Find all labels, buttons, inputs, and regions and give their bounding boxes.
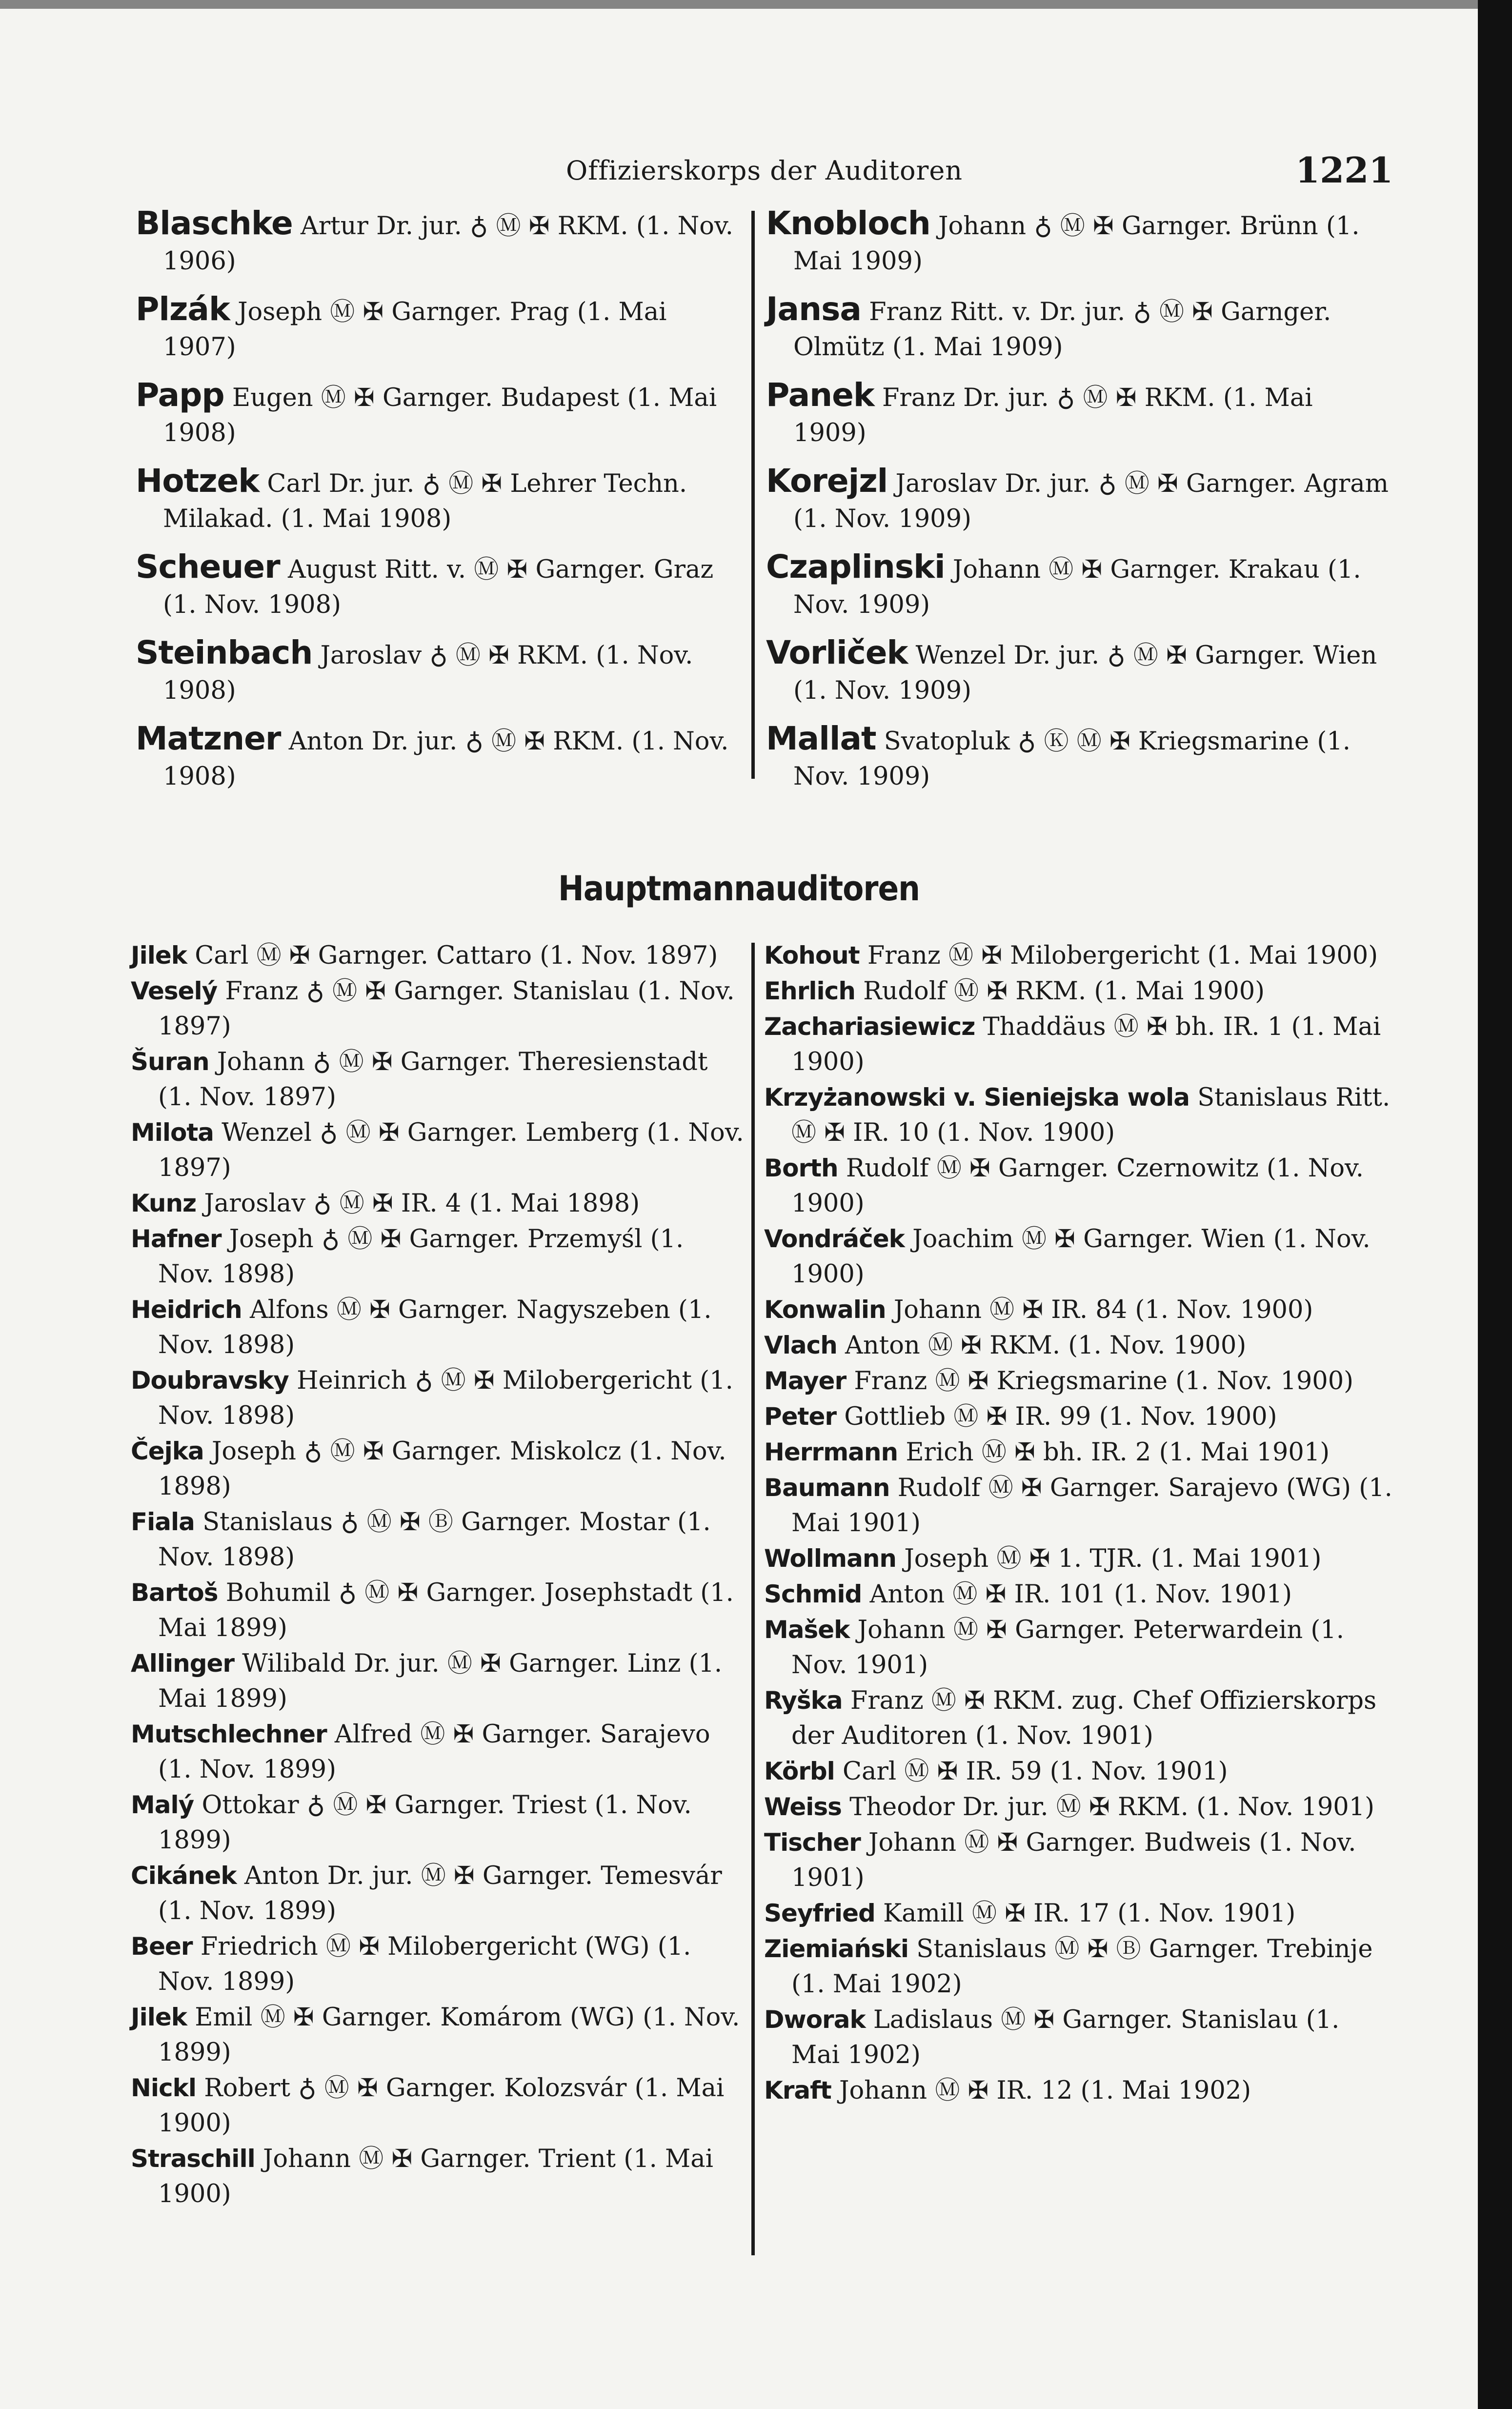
roster-entry [764,1009,1393,1080]
officer-surname: Czaplinski [766,548,945,586]
roster-entry [131,1646,746,1717]
scan-right-edge [1478,0,1512,2409]
roster-entry [766,206,1390,279]
officer-surname: Allinger [131,1649,235,1678]
officer-surname: Konwalin [764,1296,886,1324]
roster-entry [764,1577,1393,1612]
officer-details: Stanislaus ♁ Ⓜ ✠ Ⓑ Garnger. Mostar (1. Nov. 1898) [158,1508,711,1572]
officer-details: Johann Ⓜ ✠ IR. 84 (1. Nov. 1900) [893,1296,1313,1324]
officer-details: Rudolf Ⓜ ✠ RKM. (1. Mai 1900) [863,977,1265,1006]
officer-details: Franz Ⓜ ✠ RKM. zug. Chef Offizierskorps der Auditoren (1. Nov. 1901) [791,1686,1377,1750]
officer-details: Theodor Dr. jur. Ⓜ ✠ RKM. (1. Nov. 1901) [849,1793,1375,1822]
roster-entry [764,1683,1393,1754]
officer-surname: Vorliček [766,634,908,671]
officer-details: Johann Ⓜ ✠ Garnger. Peterwardein (1. Nov. 1901) [791,1616,1344,1680]
officer-surname: Beer [131,1932,193,1961]
officer-surname: Seyfried [764,1899,875,1927]
officer-surname: Mallat [766,720,876,757]
roster-entry [764,938,1393,973]
officer-details: Ladislaus Ⓜ ✠ Garnger. Stanislau (1. Mai 1902) [791,2005,1340,2069]
roster-entry [764,1754,1393,1789]
officer-details: Thaddäus Ⓜ ✠ bh. IR. 1 (1. Mai 1900) [791,1012,1381,1076]
officer-details: Artur Dr. jur. ♁ Ⓜ ✠ RKM. (1. Nov. 1906) [163,212,733,276]
officer-details: Ottokar ♁ Ⓜ ✠ Garnger. Triest (1. Nov. 1899) [158,1791,692,1855]
officer-surname: Korejzl [766,462,888,500]
officer-surname: Kohout [764,941,860,970]
roster-entry [131,1575,746,1646]
roster-entry [764,1292,1393,1328]
roster-entry [131,1434,746,1504]
roster-entry [131,1186,746,1221]
roster-entry [764,1151,1393,1221]
officer-surname: Scheuer [136,548,280,586]
officer-surname: Tischer [764,1828,861,1857]
roster-entry [764,1896,1393,1931]
officer-details: Carl Ⓜ ✠ Garnger. Cattaro (1. Nov. 1897) [195,941,718,970]
officer-surname: Malý [131,1791,194,1819]
officer-surname: Panek [766,376,874,414]
officer-details: Johann Ⓜ ✠ Garnger. Trient (1. Mai 1900) [158,2145,713,2208]
officer-surname: Heidrich [131,1296,242,1324]
roster-entry [131,2000,746,2070]
officer-details: Johann ♁ Ⓜ ✠ Garnger. Brünn (1. Mai 1909) [793,212,1360,276]
officer-surname: Ziemiański [764,1935,909,1963]
roster-entry [766,721,1390,794]
officer-surname: Schmid [764,1580,862,1608]
roster-entry [131,1221,746,1292]
roster-entry [764,1541,1393,1577]
officer-surname: Körbl [764,1757,835,1785]
officer-surname: Čejka [131,1437,204,1465]
roster-entry [131,1717,746,1787]
officer-details: Joachim Ⓜ ✠ Garnger. Wien (1. Nov. 1900) [791,1225,1371,1289]
officer-details: Carl Dr. jur. ♁ Ⓜ ✠ Lehrer Techn. Milakad. (1. Mai 1908) [163,469,687,533]
officer-details: Alfons Ⓜ ✠ Garnger. Nagyszeben (1. Nov. 1898) [158,1296,712,1359]
roster-entry [764,1612,1393,1683]
officer-details: Anton Dr. jur. ♁ Ⓜ ✠ RKM. (1. Nov. 1908) [163,727,729,791]
officer-surname: Vlach [764,1331,837,1359]
officer-surname: Mašek [764,1616,850,1644]
officer-surname: Kraft [764,2076,831,2105]
officer-surname: Hotzek [136,462,260,500]
officer-surname: Cikánek [131,1862,237,1890]
officer-details: Wilibald Dr. jur. Ⓜ ✠ Garnger. Linz (1. Mai 1899) [158,1649,723,1713]
roster-entry [131,1115,746,1186]
roster-entry [766,292,1390,365]
roster-entry [131,973,746,1044]
officer-surname: Weiss [764,1793,842,1821]
officer-details: Franz Ⓜ ✠ Milobergericht (1. Mai 1900) [867,941,1378,970]
officer-surname: Jilek [131,941,187,970]
roster-entry [766,635,1390,709]
officer-details: Gottlieb Ⓜ ✠ IR. 99 (1. Nov. 1900) [844,1402,1277,1431]
officer-surname: Doubravsky [131,1366,289,1395]
officer-details: Rudolf Ⓜ ✠ Garnger. Sarajevo (WG) (1. Mai 1901) [791,1474,1392,1538]
roster-entry [131,1504,746,1575]
roster-entry [136,378,739,451]
roster-entry [136,721,739,794]
roster-entry [764,1789,1393,1825]
officer-details: Jaroslav ♁ Ⓜ ✠ RKM. (1. Nov. 1908) [163,641,693,705]
officer-surname: Hafner [131,1225,222,1253]
roster-entry [766,464,1390,537]
roster-entry [131,1292,746,1363]
officer-details: Jaroslav ♁ Ⓜ ✠ IR. 4 (1. Mai 1898) [204,1189,640,1218]
officer-surname: Baumann [764,1474,890,1502]
officer-surname: Kunz [131,1189,197,1217]
officer-details: Franz Ⓜ ✠ Kriegsmarine (1. Nov. 1900) [854,1367,1354,1396]
column-divider-bottom [751,943,755,2255]
officer-surname: Matzner [136,720,281,757]
officer-details: Franz Ritt. v. Dr. jur. ♁ Ⓜ ✠ Garnger. Olmütz (1. Mai 1909) [793,298,1331,362]
roster-entry [764,1931,1393,2002]
officer-surname: Bartoš [131,1579,218,1607]
officer-details: Johann ♁ Ⓜ ✠ Garnger. Theresienstadt (1. Nov. 1897) [158,1048,708,1112]
roster-entry [764,1435,1393,1470]
roster-entry [131,1787,746,1858]
officer-details: Wenzel Dr. jur. ♁ Ⓜ ✠ Garnger. Wien (1. Nov. 1909) [793,641,1377,705]
roster-entry [131,2070,746,2141]
roster-entry [766,378,1390,451]
officer-details: Johann Ⓜ ✠ Garnger. Budweis (1. Nov. 1901) [791,1828,1356,1892]
officer-details: Franz ♁ Ⓜ ✠ Garnger. Stanislau (1. Nov. 1897) [158,977,735,1041]
officer-surname: Zachariasiewicz [764,1012,975,1041]
officer-details: Stanislaus Ritt. Ⓜ ✠ IR. 10 (1. Nov. 1900) [791,1083,1391,1147]
officer-surname: Peter [764,1402,837,1431]
officer-surname: Steinbach [136,634,313,671]
officer-details: Erich Ⓜ ✠ bh. IR. 2 (1. Mai 1901) [906,1438,1330,1467]
officer-surname: Herrmann [764,1438,898,1466]
officer-surname: Jilek [131,2003,187,2031]
roster-entry [136,549,739,623]
officer-details: Kamill Ⓜ ✠ IR. 17 (1. Nov. 1901) [883,1899,1296,1928]
officer-surname: Straschill [131,2145,255,2173]
officer-surname: Mayer [764,1367,847,1395]
bottom-left-column [131,938,746,2212]
officer-details: Stanislaus Ⓜ ✠ Ⓑ Garnger. Trebinje (1. Mai 1902) [791,1935,1373,1999]
officer-surname: Jansa [766,290,861,328]
officer-surname: Fiala [131,1508,195,1536]
officer-details: Carl Ⓜ ✠ IR. 59 (1. Nov. 1901) [843,1757,1228,1786]
officer-details: Anton Ⓜ ✠ IR. 101 (1. Nov. 1901) [869,1580,1292,1609]
officer-details: Joseph Ⓜ ✠ 1. TJR. (1. Mai 1901) [904,1544,1322,1573]
officer-details: Emil Ⓜ ✠ Garnger. Komárom (WG) (1. Nov. 1899) [158,2003,740,2067]
officer-details: Rudolf Ⓜ ✠ Garnger. Czernowitz (1. Nov. 1900) [791,1154,1364,1218]
officer-details: Wenzel ♁ Ⓜ ✠ Garnger. Lemberg (1. Nov. 1897) [158,1118,744,1182]
officer-details: Robert ♁ Ⓜ ✠ Garnger. Kolozsvár (1. Mai 1900) [158,2074,725,2138]
page-number: 1221 [1295,149,1393,191]
officer-surname: Nickl [131,2074,197,2102]
roster-entry [131,1929,746,2000]
roster-entry [764,1328,1393,1363]
officer-details: Anton Dr. jur. Ⓜ ✠ Garnger. Temesvár (1. Nov. 1899) [158,1862,722,1925]
top-left-column [136,206,739,807]
officer-details: Svatopluk ♁ Ⓚ Ⓜ ✠ Kriegsmarine (1. Nov. 1909) [793,727,1351,791]
top-right-column [766,206,1390,807]
officer-details: Joseph ♁ Ⓜ ✠ Garnger. Miskolcz (1. Nov. 1898) [158,1437,726,1501]
roster-entry [764,1825,1393,1896]
officer-surname: Ryška [764,1686,843,1715]
officer-details: Jaroslav Dr. jur. ♁ Ⓜ ✠ Garnger. Agram (1. Nov. 1909) [793,469,1389,533]
roster-entry [764,1470,1393,1541]
section-heading: Hauptmannauditoren [558,869,920,909]
roster-entry [766,549,1390,623]
roster-entry [764,973,1393,1009]
roster-entry [764,1399,1393,1435]
officer-details: Heinrich ♁ Ⓜ ✠ Milobergericht (1. Nov. 1898) [158,1366,733,1430]
officer-surname: Šuran [131,1048,209,1076]
roster-entry [764,1363,1393,1399]
roster-entry [136,635,739,709]
officer-surname: Wollmann [764,1544,897,1573]
officer-details: August Ritt. v. Ⓜ ✠ Garnger. Graz (1. Nov. 1908) [163,555,714,619]
officer-details: Johann Ⓜ ✠ Garnger. Krakau (1. Nov. 1909) [793,555,1361,619]
roster-entry [131,2141,746,2212]
roster-entry [764,2073,1393,2108]
officer-details: Joseph Ⓜ ✠ Garnger. Prag (1. Mai 1907) [163,298,667,362]
scan-top-edge [0,0,1512,9]
officer-details: Friedrich Ⓜ ✠ Milobergericht (WG) (1. Nov. 1899) [158,1932,691,1996]
roster-entry [131,1044,746,1115]
officer-details: Johann Ⓜ ✠ IR. 12 (1. Mai 1902) [839,2076,1251,2105]
roster-entry [131,938,746,973]
bottom-right-column [764,938,1393,2108]
roster-entry [764,2002,1393,2073]
officer-details: Bohumil ♁ Ⓜ ✠ Garnger. Josephstadt (1. Mai 1899) [158,1579,734,1642]
officer-surname: Blaschke [136,204,293,242]
column-divider-top [751,211,755,779]
officer-details: Joseph ♁ Ⓜ ✠ Garnger. Przemyśl (1. Nov. 1898) [158,1225,684,1289]
officer-surname: Mutschlechner [131,1720,327,1748]
officer-surname: Ehrlich [764,977,855,1005]
roster-entry [764,1080,1393,1151]
roster-entry [764,1221,1393,1292]
roster-entry [136,464,739,537]
roster-entry [136,206,739,279]
officer-surname: Plzák [136,290,230,328]
officer-surname: Krzyżanowski v. Sieniejska wola [764,1083,1189,1112]
roster-entry [131,1858,746,1929]
officer-surname: Dworak [764,2005,866,2034]
roster-entry [136,292,739,365]
running-title: Offizierskorps der Auditoren [566,155,963,186]
officer-surname: Borth [764,1154,838,1182]
officer-details: Alfred Ⓜ ✠ Garnger. Sarajevo (1. Nov. 1899) [158,1720,710,1784]
roster-entry [131,1363,746,1434]
officer-details: Eugen Ⓜ ✠ Garnger. Budapest (1. Mai 1908) [163,384,717,447]
officer-details: Franz Dr. jur. ♁ Ⓜ ✠ RKM. (1. Mai 1909) [793,384,1313,447]
officer-surname: Vondráček [764,1225,905,1253]
officer-surname: Knobloch [766,204,930,242]
officer-details: Anton Ⓜ ✠ RKM. (1. Nov. 1900) [845,1331,1247,1360]
officer-surname: Milota [131,1118,214,1147]
officer-surname: Papp [136,376,224,414]
officer-surname: Veselý [131,977,218,1005]
